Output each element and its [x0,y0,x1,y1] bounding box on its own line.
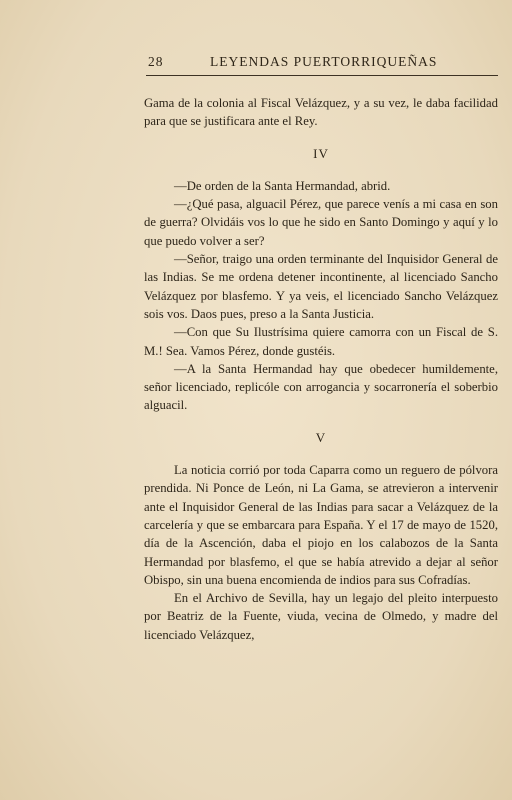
page-number: 28 [148,54,164,69]
dialogue-paragraph: —De orden de la Santa Hermandad, abrid. [174,178,391,193]
header-rule [146,75,498,76]
body-text [144,94,498,644]
opening-paragraph: Gama de la colonia al Fiscal Velázquez, y a su vez, le daba facilidad para que se justificara ante el Rey. [144,96,498,129]
running-title: LEYENDAS PUERTORRIQUEÑAS [210,54,438,69]
dialogue-paragraph: —Con que Su Ilustrísima quiere camorra con un Fiscal de S. M.! Sea. Vamos Pérez, donde gustéis. [144,325,498,358]
section-numeral-v: V [315,429,327,445]
narrative-paragraph: La noticia corrió por toda Caparra como un reguero de pólvora prendida. Ni Ponce de León, ni La Gama, se atrevieron a intervenir ante el Inquisidor General de las Indias para sacar a Velázquez de la carcelería y que se embarcara para España. Y el 17 de mayo de 1520, día de la Ascención, daba el piojo en los calabozos de la Santa Hermandad por blasfemo, el que se había atrevido a dejar al señor Obispo, sin una buena encomienda de indios para sus Cofradías. [144,463,498,587]
dialogue-paragraph: —A la Santa Hermandad hay que obedecer humildemente, señor licenciado, replicóle con arrogancia y socarronería el soberbio alguacil. [144,361,498,413]
narrative-paragraph: En el Archivo de Sevilla, hay un legajo del pleito interpuesto por Beatriz de la Fuente, viuda, vecina de Olmedo, y madre del licenciado Velázquez, [144,591,498,642]
dialogue-paragraph: —Señor, traigo una orden terminante del Inquisidor General de las Indias. Se me ordena detener incontinente, al licenciado Sancho Velázquez por blasfemo. Y ya veis, el licenciado Sancho Velázquez sois vos. Daos pues, preso a la Santa Justicia. [144,252,498,321]
section-numeral-iv: IV [313,145,329,161]
dialogue-paragraph: —¿Qué pasa, alguacil Pérez, que parece venís a mi casa en son de guerra? Olvidáis vos lo que he sido en Santo Domingo y aquí y lo que puedo volver a ser? [144,197,498,248]
